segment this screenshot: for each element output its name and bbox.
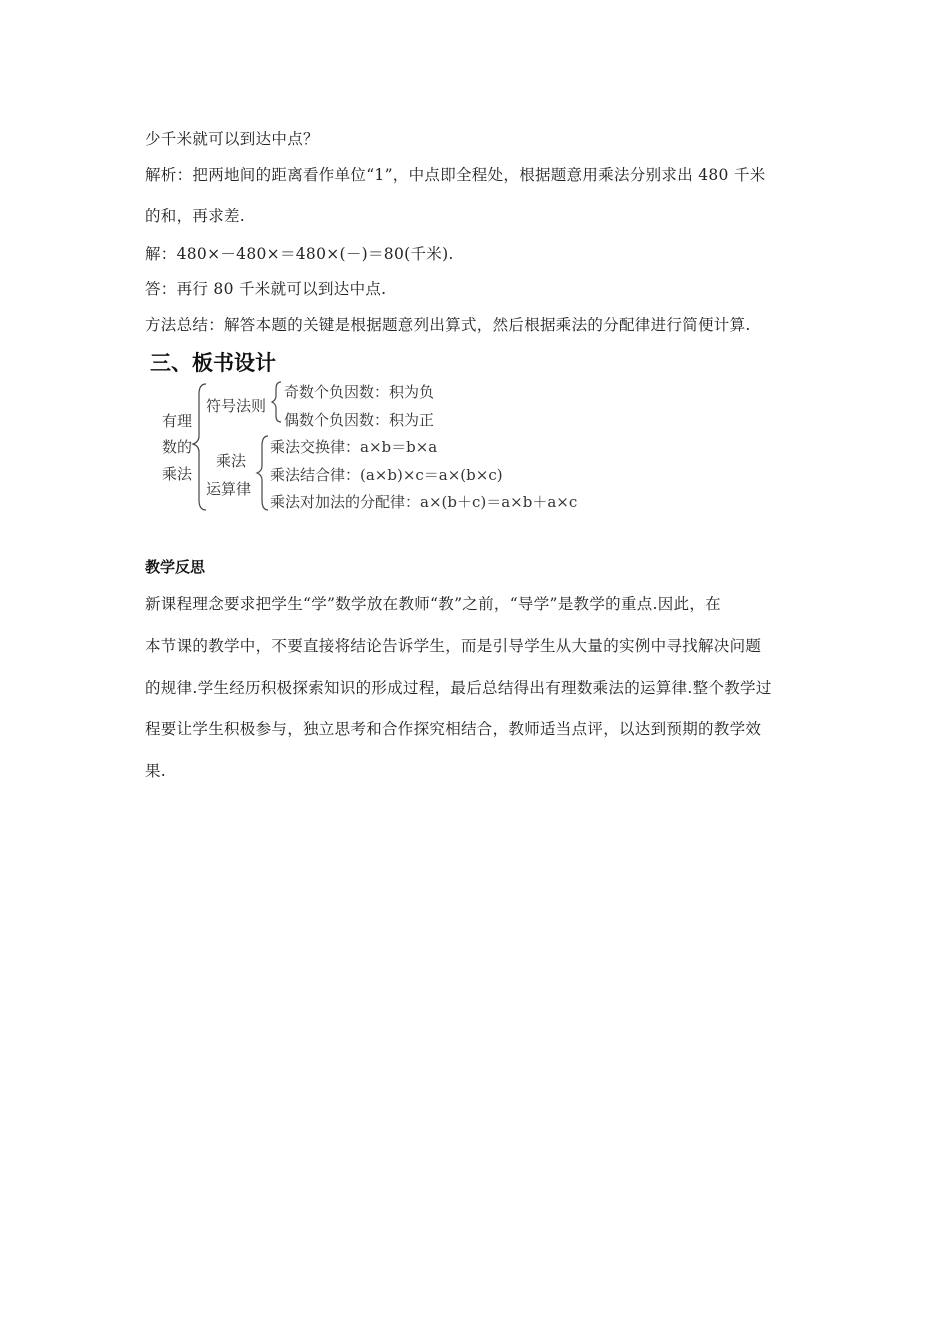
section-heading: 三、板书设计 bbox=[150, 351, 276, 375]
odd-rule: 奇数个负因数：积为负 bbox=[284, 383, 435, 401]
text-line: 解：480×－480×＝480×(－)＝80(千米). bbox=[145, 245, 454, 263]
law-label-line: 运算律 bbox=[206, 480, 252, 498]
board-root-line: 乘法 bbox=[162, 465, 193, 483]
reflection-line: 本节课的教学中，不要直接将结论告诉学生，而是引导学生从大量的实例中寻找解决问题 bbox=[145, 637, 762, 655]
law-brace bbox=[257, 436, 268, 510]
text-line: 解析：把两地间的距离看作单位“1”，中点即全程处，根据题意用乘法分别求出 480 千米 bbox=[145, 166, 766, 184]
reflection-line: 的规律.学生经历积极探索知识的形成过程，最后总结得出有理数乘法的运算律.整个教学过 bbox=[145, 679, 772, 697]
text-line: 答：再行 80 千米就可以到达中点. bbox=[145, 280, 387, 298]
board-design-diagram bbox=[158, 378, 618, 518]
sign-brace bbox=[272, 382, 281, 422]
sign-rule-label: 符号法则 bbox=[206, 397, 267, 415]
associative-law: 乘法结合律：(a×b)×c＝a×(b×c) bbox=[270, 466, 503, 484]
board-root-line: 数的 bbox=[162, 438, 193, 456]
reflection-title: 教学反思 bbox=[145, 558, 206, 576]
outer-brace bbox=[193, 384, 206, 510]
board-root-line: 有理 bbox=[162, 412, 193, 430]
reflection-line: 果. bbox=[145, 762, 167, 780]
commutative-law: 乘法交换律：a×b＝b×a bbox=[270, 438, 438, 456]
distributive-law: 乘法对加法的分配律：a×(b＋c)＝a×b＋a×c bbox=[270, 493, 578, 511]
law-label-line: 乘法 bbox=[216, 452, 247, 470]
reflection-line: 新课程理念要求把学生“学”数学放在教师“教”之前，“导学”是教学的重点.因此，在 bbox=[145, 595, 721, 613]
even-rule: 偶数个负因数：积为正 bbox=[284, 411, 435, 429]
text-line: 方法总结：解答本题的关键是根据题意列出算式，然后根据乘法的分配律进行简便计算. bbox=[145, 316, 751, 334]
reflection-line: 程要让学生积极参与，独立思考和合作探究相结合，教师适当点评，以达到预期的教学效 bbox=[145, 720, 762, 738]
text-line: 的和，再求差. bbox=[145, 207, 246, 225]
text-line: 少千米就可以到达中点？ bbox=[145, 130, 319, 148]
